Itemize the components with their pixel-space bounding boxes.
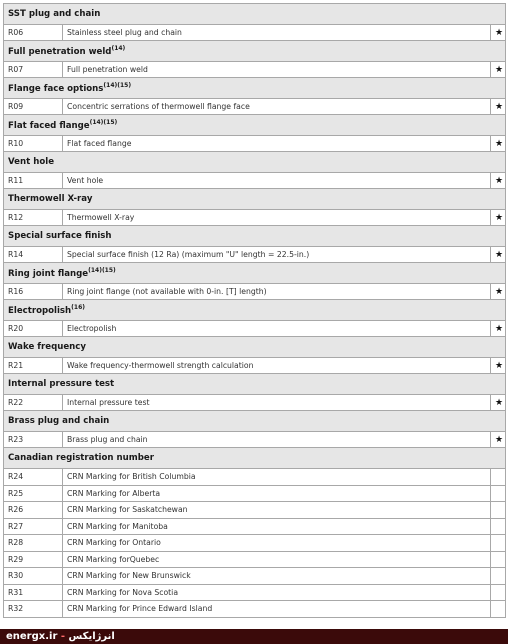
option-code: R32: [4, 601, 63, 618]
footnote-ref: (14): [111, 45, 126, 52]
option-description: Ring joint flange (not available with 0-in. [T] length): [63, 284, 491, 300]
standard-star-icon: [491, 485, 506, 502]
options-table: [3, 3, 506, 618]
table-row: [4, 601, 506, 618]
option-description: CRN Marking for Manitoba: [63, 518, 491, 535]
section-title: Ring joint flange: [8, 269, 89, 279]
option-description: CRN Marking for New Brunswick: [63, 568, 491, 585]
standard-star-icon: ★: [491, 358, 506, 374]
section-title: Special surface finish: [8, 231, 112, 241]
option-code: R24: [4, 469, 63, 486]
standard-star-icon: ★: [491, 136, 506, 152]
option-code: R31: [4, 584, 63, 601]
table-row: [4, 284, 506, 300]
standard-star-icon: [491, 469, 506, 486]
section-title: Vent hole: [8, 157, 55, 167]
table-row: [4, 518, 506, 535]
section-title: Flat faced flange: [8, 121, 90, 131]
section-header: [4, 115, 506, 136]
option-code: R14: [4, 247, 63, 263]
table-row: [4, 551, 506, 568]
section-header: [4, 78, 506, 99]
option-description: Special surface finish (12 Ra) (maximum "U" length = 22.5-in.): [63, 247, 491, 263]
standard-star-icon: ★: [491, 321, 506, 337]
option-code: R11: [4, 173, 63, 189]
section-title: Internal pressure test: [8, 379, 115, 389]
option-description: CRN Marking for British Columbia: [63, 469, 491, 486]
table-row: [4, 99, 506, 115]
section-title-cell: [4, 448, 506, 469]
table-row: [4, 210, 506, 226]
table-row: [4, 321, 506, 337]
table-row: [4, 136, 506, 152]
section-title-cell: [4, 152, 506, 173]
footer-brand: انرژایکس: [68, 631, 115, 642]
standard-star-icon: [491, 535, 506, 552]
watermark-footer: [0, 629, 508, 644]
section-header: [4, 4, 506, 25]
option-description: Internal pressure test: [63, 395, 491, 411]
option-code: R12: [4, 210, 63, 226]
section-header: [4, 189, 506, 210]
option-code: R30: [4, 568, 63, 585]
section-header: [4, 226, 506, 247]
section-header: [4, 152, 506, 173]
option-code: R29: [4, 551, 63, 568]
standard-star-icon: ★: [491, 62, 506, 78]
section-title-cell: [4, 263, 506, 284]
option-code: R25: [4, 485, 63, 502]
table-row: [4, 173, 506, 189]
option-description: Full penetration weld: [63, 62, 491, 78]
footnote-ref: (14)(15): [103, 82, 132, 89]
table-row: [4, 568, 506, 585]
option-description: Electropolish: [63, 321, 491, 337]
section-title-cell: [4, 374, 506, 395]
table-row: [4, 432, 506, 448]
option-description: CRN Marking for Saskatchewan: [63, 502, 491, 519]
option-code: R22: [4, 395, 63, 411]
table-row: [4, 535, 506, 552]
footnote-ref: (14)(15): [89, 119, 118, 126]
section-title-cell: [4, 41, 506, 62]
standard-star-icon: ★: [491, 284, 506, 300]
standard-star-icon: ★: [491, 173, 506, 189]
section-title-cell: [4, 4, 506, 25]
section-header: [4, 374, 506, 395]
option-code: R23: [4, 432, 63, 448]
option-code: R27: [4, 518, 63, 535]
section-title-cell: [4, 337, 506, 358]
section-title: Electropolish: [8, 306, 72, 316]
standard-star-icon: [491, 568, 506, 585]
option-description: CRN Marking for Alberta: [63, 485, 491, 502]
footnote-ref: (14)(15): [88, 267, 116, 274]
option-code: R06: [4, 25, 63, 41]
option-description: Flat faced flange: [63, 136, 491, 152]
section-header: [4, 41, 506, 62]
table-row: [4, 469, 506, 486]
table-row: [4, 395, 506, 411]
option-description: Concentric serrations of thermowell flange face: [63, 99, 491, 115]
section-title: SST plug and chain: [8, 9, 101, 19]
footer-separator: -: [60, 631, 66, 642]
section-header: [4, 411, 506, 432]
section-title-cell: [4, 78, 506, 99]
standard-star-icon: ★: [491, 395, 506, 411]
option-description: CRN Marking for Ontario: [63, 535, 491, 552]
table-row: [4, 247, 506, 263]
option-code: R20: [4, 321, 63, 337]
standard-star-icon: ★: [491, 432, 506, 448]
standard-star-icon: [491, 518, 506, 535]
options-table-body: [4, 4, 506, 618]
option-code: R26: [4, 502, 63, 519]
option-description: CRN Marking for Nova Scotia: [63, 584, 491, 601]
section-header: [4, 263, 506, 284]
section-title: Wake frequency: [8, 342, 86, 352]
table-row: [4, 485, 506, 502]
standard-star-icon: ★: [491, 25, 506, 41]
standard-star-icon: ★: [491, 247, 506, 263]
section-title-cell: [4, 189, 506, 210]
table-row: [4, 502, 506, 519]
section-title: Flange face options: [8, 84, 104, 94]
option-code: R21: [4, 358, 63, 374]
table-row: [4, 584, 506, 601]
section-header: [4, 300, 506, 321]
section-title-cell: [4, 411, 506, 432]
option-code: R28: [4, 535, 63, 552]
option-code: R09: [4, 99, 63, 115]
option-description: CRN Marking forQuebec: [63, 551, 491, 568]
standard-star-icon: ★: [491, 99, 506, 115]
section-title-cell: [4, 115, 506, 136]
standard-star-icon: ★: [491, 210, 506, 226]
section-title-cell: [4, 226, 506, 247]
option-description: Brass plug and chain: [63, 432, 491, 448]
section-header: [4, 337, 506, 358]
footer-domain: energx.ir: [6, 631, 58, 642]
table-row: [4, 25, 506, 41]
table-row: [4, 62, 506, 78]
section-title: Thermowell X-ray: [8, 194, 93, 204]
footnote-ref: (16): [71, 304, 86, 311]
standard-star-icon: [491, 584, 506, 601]
table-row: [4, 358, 506, 374]
option-description: CRN Marking for Prince Edward Island: [63, 601, 491, 618]
section-header: [4, 448, 506, 469]
option-code: R07: [4, 62, 63, 78]
standard-star-icon: [491, 502, 506, 519]
section-title: Canadian registration number: [8, 453, 154, 463]
option-description: Vent hole: [63, 173, 491, 189]
section-title: Brass plug and chain: [8, 416, 110, 426]
standard-star-icon: [491, 601, 506, 618]
option-description: Thermowell X-ray: [63, 210, 491, 226]
standard-star-icon: [491, 551, 506, 568]
option-code: R10: [4, 136, 63, 152]
section-title-cell: [4, 300, 506, 321]
option-code: R16: [4, 284, 63, 300]
option-description: Stainless steel plug and chain: [63, 25, 491, 41]
section-title: Full penetration weld: [8, 47, 112, 57]
option-description: Wake frequency-thermowell strength calculation: [63, 358, 491, 374]
